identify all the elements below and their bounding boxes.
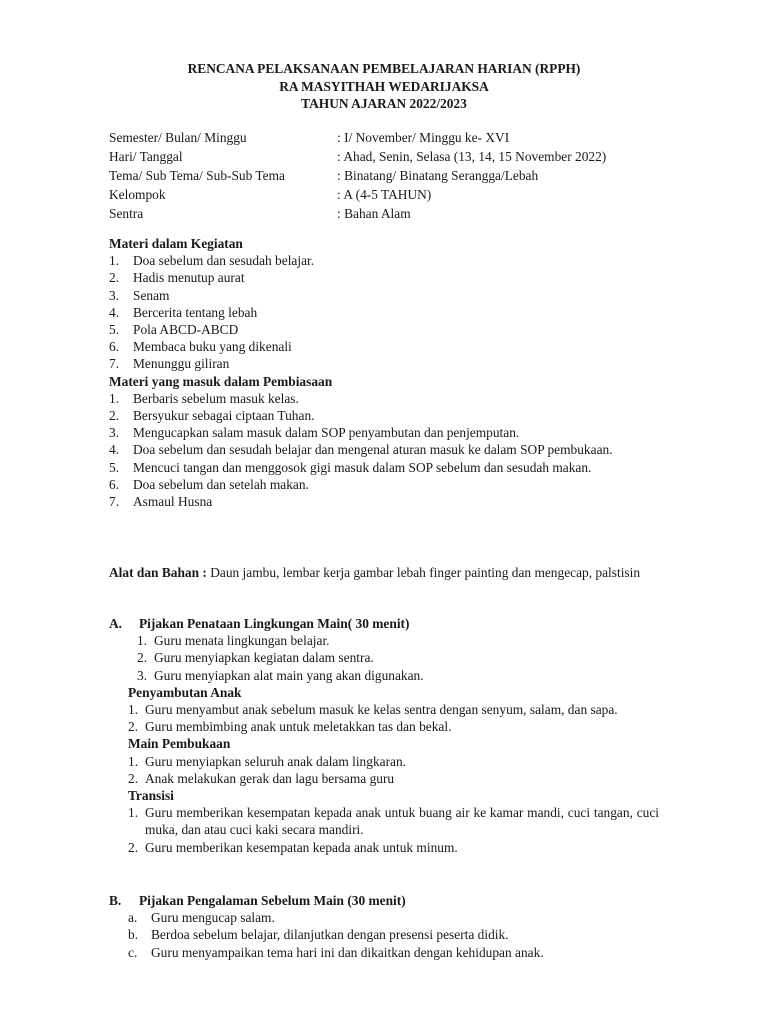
list-item-number: 3. (137, 667, 148, 683)
list-item (109, 424, 659, 441)
list-item-text: Doa sebelum dan sesudah belajar. (133, 253, 315, 269)
list-item (128, 804, 659, 838)
list-item-text: Mengucapkan salam masuk dalam SOP penyambutan dan penjemputan. (133, 425, 520, 441)
list-item-text: Guru menyampaikan tema hari ini dan dikaitkan dengan kehidupan anak. (151, 944, 544, 960)
info-label: Semester/ Bulan/ Minggu (109, 130, 247, 145)
section-number: B. (109, 893, 122, 908)
document-header (0, 60, 768, 113)
section-heading: Materi dalam Kegiatan (109, 236, 243, 251)
list-item (109, 407, 659, 424)
info-table (109, 128, 669, 223)
list-item-number: 3. (109, 287, 120, 303)
list-item (109, 287, 659, 304)
list-item (109, 493, 659, 510)
list-item (109, 321, 659, 338)
list-item-text: Membaca buku yang dikenali (133, 339, 292, 355)
subsection-heading: Penyambutan Anak (128, 684, 242, 700)
list-item-number: 2. (128, 719, 139, 735)
info-value: : Ahad, Senin, Selasa (13, 14, 15 November 2022) (337, 149, 607, 164)
list-item-number: 1. (109, 390, 120, 406)
list-item-number: 7. (109, 356, 120, 372)
list-item-number: 1. (137, 633, 148, 649)
list-item (128, 770, 659, 787)
section-title: Pijakan Penataan Lingkungan Main( 30 menit) (139, 616, 410, 631)
section-b-list (109, 909, 659, 961)
list-item-text: Guru menyiapkan seluruh anak dalam lingkaran. (145, 753, 407, 769)
section-a (109, 615, 659, 856)
list-item-text: Guru menata lingkungan belajar. (154, 633, 330, 649)
info-label: Kelompok (109, 187, 166, 202)
list-item-text: Asmaul Husna (133, 494, 213, 510)
transisi-list (109, 804, 659, 856)
info-label: Hari/ Tanggal (109, 149, 183, 164)
list-item-text: Guru memberikan kesempatan kepada anak untuk buang air ke kamar mandi, cuci tangan, cuci muka, dan atau cuci kaki secara mandiri. (145, 805, 659, 838)
list-item (128, 909, 659, 926)
list-item-number: 6. (109, 339, 120, 355)
list-item (128, 926, 659, 943)
list-item (137, 667, 659, 684)
penyambutan-list (109, 701, 659, 735)
materi-pembiasaan-list (109, 390, 659, 510)
info-value: : I/ November/ Minggu ke- XVI (337, 130, 510, 145)
list-item-text: Menunggu giliran (133, 356, 230, 372)
info-row (109, 128, 669, 147)
list-item-number: a. (128, 910, 138, 926)
list-item-text: Guru menyambut anak sebelum masuk ke kelas sentra dengan senyum, salam, dan sapa. (145, 702, 618, 718)
list-item-number: 2. (137, 650, 148, 666)
list-item-text: Hadis menutup aurat (133, 270, 245, 286)
info-label: Sentra (109, 206, 144, 221)
list-item-number: b. (128, 927, 139, 943)
list-item-number: 1. (128, 702, 139, 718)
list-item-number: 2. (128, 839, 139, 855)
pembukaan-list (109, 753, 659, 787)
info-row (109, 166, 669, 185)
subsection-heading: Main Pembukaan (128, 736, 231, 752)
subsection-heading: Transisi (128, 788, 174, 804)
section-b (109, 892, 659, 961)
section-a-heading (109, 615, 659, 632)
alat-bahan-text: Daun jambu, lembar kerja gambar lebah finger painting dan mengecap, palstisin (206, 565, 641, 580)
list-item (109, 269, 659, 286)
list-item-text: Guru menyiapkan kegiatan dalam sentra. (154, 650, 374, 666)
section-b-heading (109, 892, 659, 909)
document-title: RENCANA PELAKSANAAN PEMBELAJARAN HARIAN (RPPH) (187, 61, 581, 76)
list-item-number: 5. (109, 459, 120, 475)
info-value: : Binatang/ Binatang Serangga/Lebah (337, 168, 539, 183)
list-item (128, 839, 659, 856)
list-item (109, 338, 659, 355)
list-item-number: 6. (109, 476, 120, 492)
alat-bahan-paragraph (109, 564, 659, 581)
list-item-text: Doa sebelum dan sesudah belajar dan mengenal aturan masuk ke dalam SOP pembukaan. (133, 442, 613, 458)
info-row (109, 147, 669, 166)
list-item-text: Doa sebelum dan setelah makan. (133, 476, 309, 492)
list-item-number: 2. (128, 770, 139, 786)
list-item (109, 459, 659, 476)
list-item (137, 632, 659, 649)
list-item-text: Senam (133, 287, 170, 303)
list-item-number: 4. (109, 442, 120, 458)
info-label: Tema/ Sub Tema/ Sub-Sub Tema (109, 168, 285, 183)
materi-kegiatan-section (109, 235, 659, 510)
list-item-text: Pola ABCD-ABCD (133, 322, 239, 338)
list-item-number: 2. (109, 408, 120, 424)
list-item-number: 3. (109, 425, 120, 441)
list-item (128, 718, 659, 735)
section-heading: Materi yang masuk dalam Pembiasaan (109, 373, 333, 389)
list-item (128, 753, 659, 770)
section-a-list (109, 632, 659, 684)
section-number: A. (109, 616, 123, 631)
materi-kegiatan-list (109, 252, 659, 372)
list-item-text: Anak melakukan gerak dan lagu bersama guru (145, 770, 395, 786)
list-item-text: Guru membimbing anak untuk meletakkan tas dan bekal. (145, 719, 452, 735)
list-item-text: Mencuci tangan dan menggosok gigi masuk dalam SOP sebelum dan sesudah makan. (133, 459, 592, 475)
school-name: RA MASYITHAH WEDARIJAKSA (279, 78, 489, 94)
list-item-text: Bersyukur sebagai ciptaan Tuhan. (133, 408, 315, 424)
list-item-number: 1. (128, 805, 139, 821)
list-item-text: Guru menyiapkan alat main yang akan digunakan. (154, 667, 424, 683)
info-value: : A (4-5 TAHUN) (337, 187, 432, 202)
list-item-text: Guru mengucap salam. (151, 910, 275, 926)
list-item-number: 2. (109, 270, 120, 286)
list-item-text: Bercerita tentang lebah (133, 304, 258, 320)
list-item-number: 7. (109, 494, 120, 510)
list-item-number: 5. (109, 322, 120, 338)
list-item (109, 252, 659, 269)
section-title: Pijakan Pengalaman Sebelum Main (30 menit) (139, 893, 406, 908)
list-item (109, 304, 659, 321)
list-item-text: Berbaris sebelum masuk kelas. (133, 390, 299, 406)
list-item (128, 944, 659, 961)
list-item (109, 355, 659, 372)
list-item (128, 701, 659, 718)
list-item (109, 390, 659, 407)
list-item (137, 649, 659, 666)
list-item-number: 4. (109, 304, 120, 320)
list-item-text: Berdoa sebelum belajar, dilanjutkan dengan presensi peserta didik. (151, 927, 509, 943)
info-row (109, 204, 669, 223)
alat-bahan-label: Alat dan Bahan : (109, 565, 207, 580)
info-value: : Bahan Alam (337, 206, 411, 221)
list-item-number: 1. (128, 753, 139, 769)
list-item-number: c. (128, 944, 138, 960)
list-item (109, 441, 659, 458)
list-item (109, 476, 659, 493)
list-item-text: Guru memberikan kesempatan kepada anak untuk minum. (145, 839, 458, 855)
info-row (109, 185, 669, 204)
academic-year: TAHUN AJARAN 2022/2023 (301, 96, 467, 111)
list-item-number: 1. (109, 253, 120, 269)
